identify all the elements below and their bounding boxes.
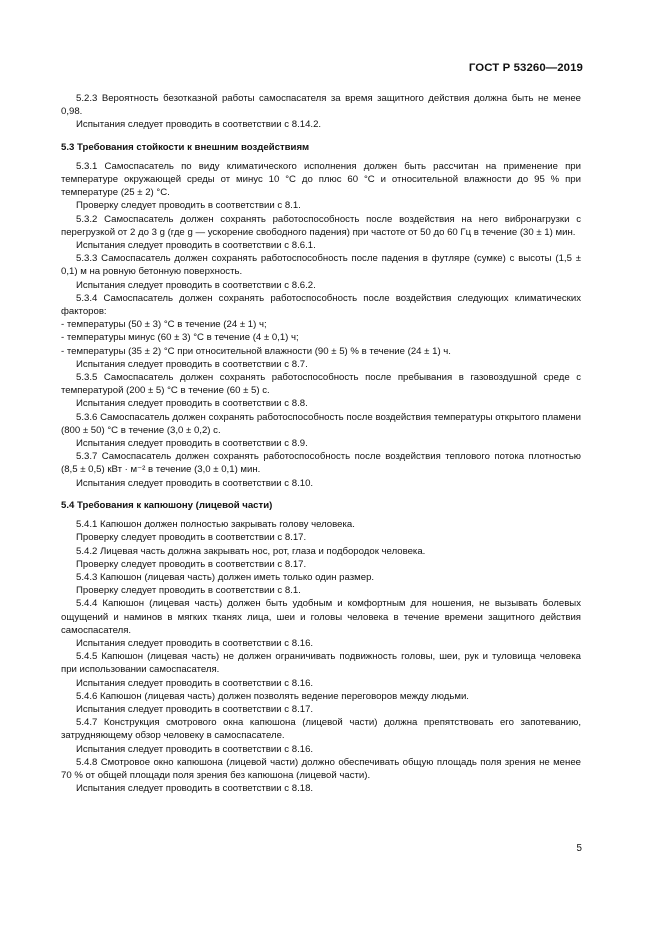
paragraph: Испытания следует проводить в соответствии с 8.7. xyxy=(76,358,308,370)
list-item: - температуры (35 ± 2) °С при относительной влажности (90 ± 5) % в течение (24 ± 1) ч. xyxy=(61,345,451,357)
list-item: - температуры (50 ± 3) °С в течение (24 ± 1) ч; xyxy=(61,319,267,331)
paragraph: Испытания следует проводить в соответствии с 8.17. xyxy=(76,703,314,715)
paragraph: 5.4.7 Конструкция смотрового окна капюшона (лицевой части) должна препятствовать его запотеванию, затрудняющему обзор человеку в самоспасателе. xyxy=(61,717,581,742)
paragraph: Испытания следует проводить в соответствии с 8.18. xyxy=(76,783,314,795)
paragraph: 5.4.1 Капюшон должен полностью закрывать голову человека. xyxy=(76,519,355,531)
paragraph: 5.4.6 Капюшон (лицевая часть) должен позволять ведение переговоров между людьми. xyxy=(76,690,469,702)
paragraph: 5.4.4 Капюшон (лицевая часть) должен быть удобным и комфортным для ношения, не вызывать болевых ощущений и наминов в мягких тканях лица, шеи и головы человека в течение времени защитного действия самоспасателя. xyxy=(61,598,581,636)
paragraph: 5.3.4 Самоспасатель должен сохранять работоспособность после воздействия следующих климатических факторов: xyxy=(61,292,581,318)
paragraph: Испытания следует проводить в соответствии с 8.16. xyxy=(76,677,314,689)
paragraph: 5.3.6 Самоспасатель должен сохранять работоспособность после воздействия температуры открытого пламени (800 ± 50) °С в течение (3,0 ± 0,2) с. xyxy=(61,411,581,436)
paragraph: Испытания следует проводить в соответствии с 8.16. xyxy=(76,743,314,755)
standard-code: ГОСТ Р 53260—2019 xyxy=(468,62,583,74)
paragraph: 5.3.2 Самоспасатель должен сохранять работоспособность после воздействия на него вибронагрузки с перегрузкой от 2 до 3 g (где g — ускорение свободного падения) при частоте от 50 до 60 Гц в течение (30 ± 1) мин. xyxy=(61,213,581,238)
paragraph: Испытания следует проводить в соответствии с 8.9. xyxy=(76,438,308,450)
paragraph: Испытания следует проводить в соответствии с 8.6.1. xyxy=(76,240,316,252)
paragraph: 5.4.8 Смотровое окно капюшона (лицевой части) должно обеспечивать общую площадь поля зрения не менее 70 % от общей площади поля зрения без капюшона (лицевой части). xyxy=(61,756,581,781)
paragraph: 5.3.3 Самоспасатель должен сохранять работоспособность после падения в футляре (сумке) с высоты (1,5 ± 0,1) м на ровную бетонную поверхность. xyxy=(61,253,581,278)
paragraph: 5.4.5 Капюшон (лицевая часть) не должен ограничивать подвижность головы, шеи, рук и туловища человека при использовании самоспасателя. xyxy=(61,651,581,676)
paragraph: Проверку следует проводить в соответствии с 8.1. xyxy=(76,200,301,212)
section-heading: 5.4 Требования к капюшону (лицевой части) xyxy=(61,499,273,511)
paragraph: Испытания следует проводить в соответствии с 8.8. xyxy=(76,398,308,410)
document-body xyxy=(61,92,581,795)
paragraph: 5.2.3 Вероятность безотказной работы самоспасателя за время защитного действия должна быть не менее 0,98. xyxy=(61,93,581,118)
paragraph: Испытания следует проводить в соответствии с 8.16. xyxy=(76,637,314,649)
paragraph: Испытания следует проводить в соответствии с 8.14.2. xyxy=(76,119,322,131)
paragraph: Проверку следует проводить в соответствии с 8.17. xyxy=(76,558,307,570)
paragraph: 5.4.3 Капюшон (лицевая часть) должен иметь только один размер. xyxy=(76,571,375,583)
paragraph: 5.3.7 Самоспасатель должен сохранять работоспособность после воздействия теплового потока плотностью (8,5 ± 0,5) кВт · м⁻² в течение (3,0 ± 0,1) мин. xyxy=(61,451,581,476)
page-number: 5 xyxy=(576,843,582,854)
paragraph: 5.3.5 Самоспасатель должен сохранять работоспособность после пребывания в газовоздушной среде с температурой (200 ± 5) °С в течение (60 ± 5) с. xyxy=(61,372,581,397)
paragraph: Испытания следует проводить в соответствии с 8.10. xyxy=(76,477,314,489)
paragraph: 5.3.1 Самоспасатель по виду климатического исполнения должен быть рассчитан на применение при температуре окружающей среды от минус 10 °С до плюс 60 °С и относительной влажности до 95 % при температуре (25 ± 2) °С. xyxy=(61,160,581,199)
list-item: - температуры минус (60 ± 3) °С в течение (4 ± 0,1) ч; xyxy=(61,332,299,344)
section-heading: 5.3 Требования стойкости к внешним воздействиям xyxy=(61,141,310,153)
paragraph: Проверку следует проводить в соответствии с 8.17. xyxy=(76,532,307,544)
paragraph: 5.4.2 Лицевая часть должна закрывать нос, рот, глаза и подбородок человека. xyxy=(76,545,426,557)
paragraph: Проверку следует проводить в соответствии с 8.1. xyxy=(76,585,301,597)
paragraph: Испытания следует проводить в соответствии с 8.6.2. xyxy=(76,279,316,291)
